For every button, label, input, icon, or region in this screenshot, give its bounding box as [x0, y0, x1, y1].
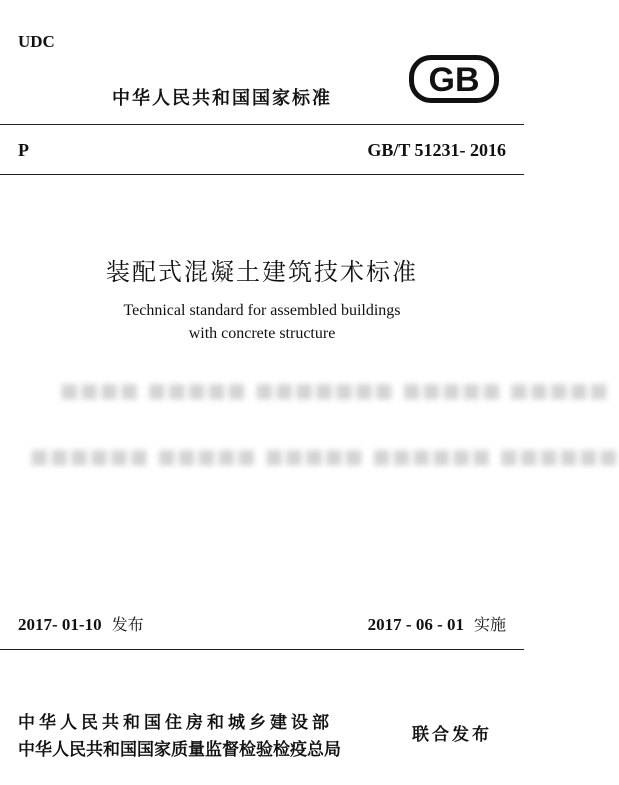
- implementation-label: 实施: [473, 615, 506, 634]
- header-rule: [0, 124, 524, 125]
- title-chinese: 装配式混凝土建筑技术标准: [106, 258, 418, 286]
- gb-logo: [408, 54, 500, 104]
- title-english-line1: Technical standard for assembled buildings: [123, 302, 401, 319]
- standard-organization: 中华人民共和国国家标准: [112, 88, 332, 109]
- obscured-text-line: ■■■■■■ ■■■■■ ■■■■■ ■■■■■■ ■■■■■■: [30, 444, 619, 468]
- title-rule: [0, 174, 524, 175]
- footer-rule: [0, 649, 524, 650]
- title-english-line2: with concrete structure: [188, 325, 336, 342]
- standard-number: GB/T 51231- 2016: [367, 140, 506, 160]
- obscured-text-line: ■■■■ ■■■■■ ■■■■■■■ ■■■■■ ■■■■■: [60, 378, 610, 402]
- publisher-mohurd: 中华人民共和国住房和城乡建设部: [18, 713, 333, 733]
- issue-date: [18, 612, 144, 635]
- classification-code: P: [18, 140, 29, 160]
- issue-date-value: 2017- 01-10: [18, 615, 102, 634]
- implementation-date-value: 2017 - 06 - 01: [367, 615, 464, 634]
- gb-logo-text: GB: [428, 61, 480, 99]
- publisher-aqsiq: 中华人民共和国国家质量监督检验检疫总局: [18, 740, 341, 760]
- joint-publish-label: 联合发布: [412, 725, 492, 745]
- issue-label: 发布: [111, 615, 144, 634]
- implementation-date: [368, 612, 506, 635]
- udc-label: UDC: [18, 32, 55, 51]
